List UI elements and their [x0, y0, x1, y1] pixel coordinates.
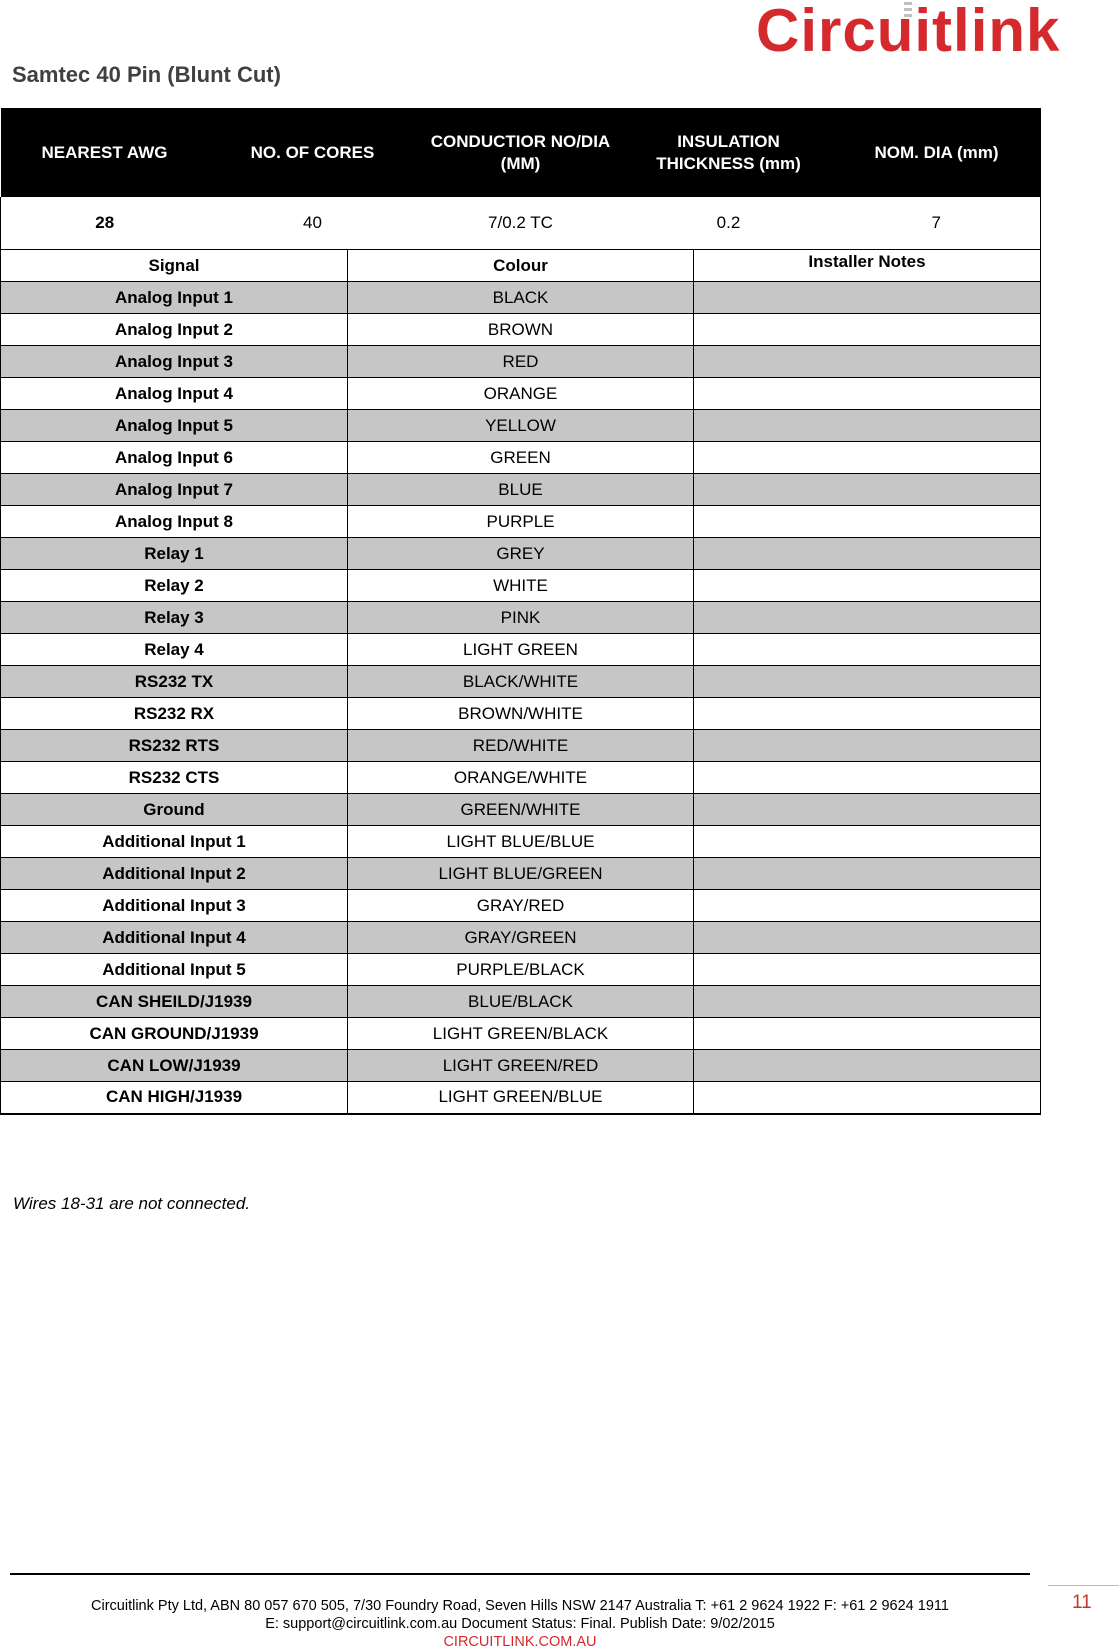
colour-cell: LIGHT BLUE/GREEN [348, 858, 694, 890]
footer-contact-line: E: support@circuitlink.com.au Document Status: Final. Publish Date: 9/02/2015 [265, 1616, 775, 1632]
signal-cell: Additional Input 4 [1, 922, 348, 954]
signal-cell: CAN SHEILD/J1939 [1, 986, 348, 1018]
colour-cell: GREEN [348, 442, 694, 474]
page-title: Samtec 40 Pin (Blunt Cut) [12, 62, 281, 87]
table-row [1, 602, 1041, 634]
signal-cell: Relay 4 [1, 634, 348, 666]
table-row [1, 698, 1041, 730]
colour-cell: LIGHT BLUE/BLUE [348, 826, 694, 858]
table-row [1, 666, 1041, 698]
installer-notes-cell [694, 634, 1041, 666]
installer-notes-cell [694, 762, 1041, 794]
page-number: 11 [1072, 1592, 1092, 1613]
page-number-divider [1048, 1585, 1119, 1586]
table-row [1, 954, 1041, 986]
signal-cell: Analog Input 6 [1, 442, 348, 474]
installer-notes-cell [694, 698, 1041, 730]
colour-cell: BROWN [348, 314, 694, 346]
circuitlink-logo [756, 0, 1061, 64]
table-row [1, 730, 1041, 762]
signal-cell: RS232 TX [1, 666, 348, 698]
colour-cell: LIGHT GREEN/BLUE [348, 1082, 694, 1114]
installer-notes-cell [694, 506, 1041, 538]
signal-cell: Analog Input 3 [1, 346, 348, 378]
signal-cell: Analog Input 5 [1, 410, 348, 442]
installer-notes-cell [694, 474, 1041, 506]
table-row [1, 1050, 1041, 1082]
installer-notes-cell [694, 1050, 1041, 1082]
table-row [1, 538, 1041, 570]
signal-cell: RS232 CTS [1, 762, 348, 794]
installer-notes-cell [694, 538, 1041, 570]
pin-table [0, 249, 1041, 1115]
table-row [1, 314, 1041, 346]
spec-header: NO. OF CORES [209, 108, 417, 197]
cable-spec-table [0, 108, 1041, 252]
colour-cell: BLACK/WHITE [348, 666, 694, 698]
signal-cell: Analog Input 4 [1, 378, 348, 410]
colour-cell: GRAY/GREEN [348, 922, 694, 954]
footer-divider [10, 1573, 1030, 1575]
table-row [1, 282, 1041, 314]
spec-value-row [1, 197, 1041, 251]
installer-notes-cell [694, 346, 1041, 378]
signal-cell: Additional Input 1 [1, 826, 348, 858]
installer-notes-cell [694, 730, 1041, 762]
colour-cell: PINK [348, 602, 694, 634]
table-row [1, 378, 1041, 410]
spec-header: NEAREST AWG [1, 108, 209, 197]
signal-cell: Relay 2 [1, 570, 348, 602]
colour-cell: BROWN/WHITE [348, 698, 694, 730]
footer-company-line: Circuitlink Pty Ltd, ABN 80 057 670 505, 7/30 Foundry Road, Seven Hills NSW 2147 Australia T: +61 2 9624 1922 F: +61 2 9624 1911 [91, 1598, 949, 1614]
signal-cell: RS232 RTS [1, 730, 348, 762]
table-row [1, 794, 1041, 826]
table-row [1, 922, 1041, 954]
table-row [1, 762, 1041, 794]
signal-cell: CAN LOW/J1939 [1, 1050, 348, 1082]
table-row [1, 346, 1041, 378]
pin-rows [1, 282, 1041, 1114]
installer-notes-cell [694, 826, 1041, 858]
table-row [1, 506, 1041, 538]
table-row [1, 1018, 1041, 1050]
table-row [1, 890, 1041, 922]
colour-cell: LIGHT GREEN/RED [348, 1050, 694, 1082]
table-row [1, 474, 1041, 506]
colour-cell: ORANGE [348, 378, 694, 410]
installer-notes-cell [694, 890, 1041, 922]
signal-cell: Relay 1 [1, 538, 348, 570]
installer-notes-cell [694, 570, 1041, 602]
installer-notes-cell [694, 1018, 1041, 1050]
installer-notes-cell [694, 986, 1041, 1018]
spec-header: CONDUCTIOR NO/DIA (MM) [417, 108, 625, 197]
table-row [1, 858, 1041, 890]
table-row [1, 570, 1041, 602]
spec-value-awg: 28 [1, 197, 209, 251]
colour-cell: RED/WHITE [348, 730, 694, 762]
signal-header: Signal [1, 250, 348, 282]
spec-header: NOM. DIA (mm) [833, 108, 1041, 197]
table-row [1, 442, 1041, 474]
colour-cell: LIGHT GREEN/BLACK [348, 1018, 694, 1050]
installer-notes-cell [694, 922, 1041, 954]
colour-cell: WHITE [348, 570, 694, 602]
colour-cell: RED [348, 346, 694, 378]
table-row [1, 826, 1041, 858]
spec-header: INSULATION THICKNESS (mm) [625, 108, 833, 197]
signal-cell: Analog Input 1 [1, 282, 348, 314]
signal-cell: Additional Input 2 [1, 858, 348, 890]
note-text: Wires 18-31 are not connected. [13, 1194, 251, 1213]
signal-cell: Analog Input 7 [1, 474, 348, 506]
installer-notes-cell [694, 442, 1041, 474]
signal-cell: Analog Input 2 [1, 314, 348, 346]
colour-cell: LIGHT GREEN [348, 634, 694, 666]
spec-header-row [1, 108, 1041, 197]
installer-notes-cell [694, 794, 1041, 826]
spec-value-insulation: 0.2 [625, 197, 833, 251]
colour-cell: YELLOW [348, 410, 694, 442]
table-row [1, 1082, 1041, 1114]
table-row [1, 986, 1041, 1018]
colour-cell: BLUE/BLACK [348, 986, 694, 1018]
colour-cell: ORANGE/WHITE [348, 762, 694, 794]
colour-cell: GREEN/WHITE [348, 794, 694, 826]
installer-notes-cell [694, 858, 1041, 890]
signal-cell: Relay 3 [1, 602, 348, 634]
table-row [1, 634, 1041, 666]
colour-cell: BLUE [348, 474, 694, 506]
installer-notes-cell [694, 314, 1041, 346]
installer-notes-cell [694, 954, 1041, 986]
installer-notes-cell [694, 602, 1041, 634]
colour-cell: BLACK [348, 282, 694, 314]
logo-text: Circuitlink [756, 0, 1061, 64]
pin-header-row [1, 250, 1041, 282]
signal-cell: Additional Input 5 [1, 954, 348, 986]
spec-value-cores: 40 [209, 197, 417, 251]
table-row [1, 410, 1041, 442]
colour-cell: GREY [348, 538, 694, 570]
installer-notes-cell [694, 1082, 1041, 1114]
signal-cell: Ground [1, 794, 348, 826]
colour-cell: GRAY/RED [348, 890, 694, 922]
footer-website-link[interactable]: CIRCUITLINK.COM.AU [443, 1634, 597, 1650]
installer-notes-cell [694, 410, 1041, 442]
colour-cell: PURPLE/BLACK [348, 954, 694, 986]
colour-cell: PURPLE [348, 506, 694, 538]
footer [0, 1597, 1040, 1651]
signal-cell: CAN GROUND/J1939 [1, 1018, 348, 1050]
installer-notes-cell [694, 378, 1041, 410]
signal-cell: CAN HIGH/J1939 [1, 1082, 348, 1114]
colour-header: Colour [348, 250, 694, 282]
spec-value-diameter: 7 [833, 197, 1041, 251]
installer-notes-cell [694, 666, 1041, 698]
installer-notes-header: Installer Notes [694, 250, 1041, 282]
signal-cell: RS232 RX [1, 698, 348, 730]
spec-value-conductor: 7/0.2 TC [417, 197, 625, 251]
signal-cell: Additional Input 3 [1, 890, 348, 922]
signal-cell: Analog Input 8 [1, 506, 348, 538]
installer-notes-cell [694, 282, 1041, 314]
